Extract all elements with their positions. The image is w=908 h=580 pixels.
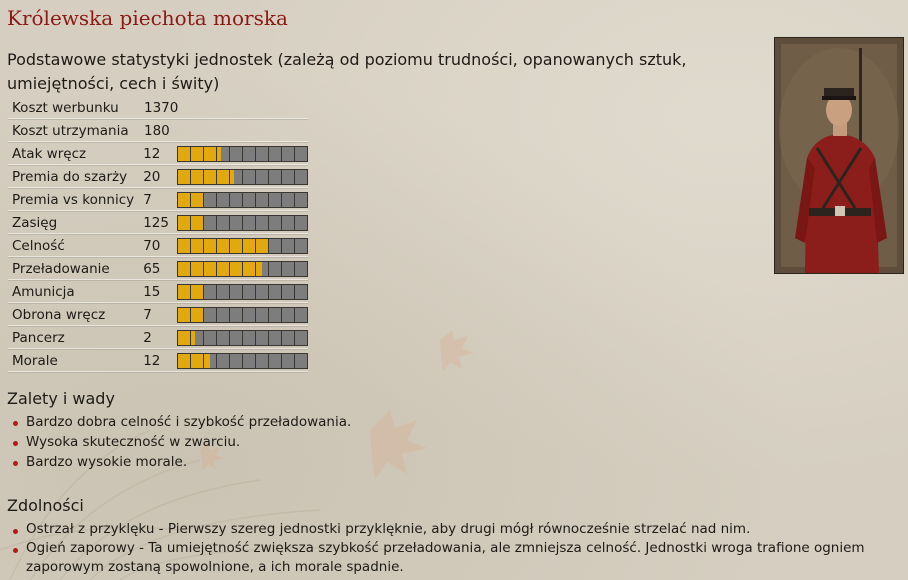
stat-bar-segment <box>178 308 190 322</box>
stat-bar-segment <box>191 331 203 345</box>
stat-bar-segment <box>191 239 203 253</box>
stat-value: 12 <box>143 145 161 162</box>
stat-bar-segment <box>204 308 216 322</box>
stat-bar-segment <box>217 262 229 276</box>
bullet-icon <box>13 529 18 534</box>
stat-bar-fill <box>191 285 203 299</box>
stat-bar-fill <box>191 354 203 368</box>
stat-bar <box>177 215 308 231</box>
stat-bar <box>177 146 308 162</box>
stat-bar-segment <box>269 308 281 322</box>
stat-label: Obrona wręcz <box>12 306 106 323</box>
stat-bar-fill <box>191 331 195 345</box>
stat-value: 1370 <box>144 99 179 116</box>
stat-bar-fill <box>217 170 229 184</box>
stat-bar-fill <box>204 262 216 276</box>
stat-bar <box>177 353 308 369</box>
stat-bar-segment <box>256 239 268 253</box>
stat-bar-segment <box>243 193 255 207</box>
bullet-icon <box>13 461 18 466</box>
stat-bar <box>177 192 308 208</box>
stat-bar <box>177 169 308 185</box>
stat-row <box>8 327 308 349</box>
stat-bar-fill <box>178 331 190 345</box>
pros-cons-list <box>12 412 351 472</box>
list-item-text: Ostrzał z przyklęku - Pierwszy szereg jednostki przyklęknie, aby drugi mógł równocześnie strzelać nad nim. <box>26 521 751 537</box>
stat-bar-segment <box>282 216 294 230</box>
stat-bar-fill <box>178 354 190 368</box>
stat-bar-fill <box>204 147 216 161</box>
list-item-text: Wysoka skuteczność w zwarciu. <box>26 434 241 450</box>
bullet-icon <box>13 548 18 553</box>
stat-bar-segment <box>282 193 294 207</box>
stat-label: Przeładowanie <box>12 260 110 277</box>
stat-bar-segment <box>191 170 203 184</box>
stat-bar-segment <box>256 354 268 368</box>
stat-label: Premia vs konnicy <box>12 191 135 208</box>
stat-bar-segment <box>295 331 307 345</box>
stat-bar-fill <box>243 239 255 253</box>
stat-bar-segment <box>217 308 229 322</box>
stat-bar-segment <box>282 147 294 161</box>
stat-bar-segment <box>256 147 268 161</box>
stat-bar-segment <box>191 308 203 322</box>
stat-bar-segment <box>269 239 281 253</box>
list-item <box>12 539 882 577</box>
stat-label: Koszt werbunku <box>12 99 119 116</box>
list-item <box>12 432 351 452</box>
stat-bar-fill <box>178 216 190 230</box>
stat-bar-segment <box>178 354 190 368</box>
stat-bar-segment <box>191 354 203 368</box>
stat-bar-fill <box>178 170 190 184</box>
stat-bar-segment <box>230 170 242 184</box>
stat-bar-segment <box>295 216 307 230</box>
stat-bar-segment <box>269 193 281 207</box>
stat-bar <box>177 238 308 254</box>
stat-label: Atak wręcz <box>12 145 87 162</box>
stat-bar-segment <box>204 285 216 299</box>
stat-value: 7 <box>143 191 152 208</box>
stat-bar-segment <box>217 147 229 161</box>
list-item-text: Bardzo wysokie morale. <box>26 454 188 470</box>
stat-bar-segment <box>256 216 268 230</box>
stat-bar-segment <box>282 239 294 253</box>
stat-bar-segment <box>204 331 216 345</box>
stat-bar-segment <box>217 354 229 368</box>
stat-bar-segment <box>243 239 255 253</box>
stat-bar-segment <box>243 285 255 299</box>
stat-bar-segment <box>191 193 203 207</box>
abilities-list <box>12 520 882 577</box>
stat-bar-segment <box>217 285 229 299</box>
list-item <box>12 520 882 539</box>
stat-bar-fill <box>217 262 229 276</box>
stat-bar-segment <box>178 262 190 276</box>
stat-bar-segment <box>191 216 203 230</box>
stat-bar-fill <box>191 147 203 161</box>
stat-bar-segment <box>243 331 255 345</box>
stat-value: 20 <box>143 168 161 185</box>
unit-title: Królewska piechota morska <box>7 6 288 30</box>
stat-bar-segment <box>204 354 216 368</box>
stat-bar-segment <box>282 331 294 345</box>
stat-bar-segment <box>269 262 281 276</box>
stat-bar-segment <box>295 354 307 368</box>
stat-bar-fill <box>178 193 190 207</box>
stat-label: Pancerz <box>12 329 65 346</box>
stat-bar-segment <box>295 193 307 207</box>
stat-bar-segment <box>230 308 242 322</box>
stat-bar-fill <box>217 147 221 161</box>
stat-value: 12 <box>143 352 161 369</box>
stat-label: Morale <box>12 352 58 369</box>
unit-portrait <box>774 37 904 274</box>
stat-value: 65 <box>143 260 161 277</box>
stat-row <box>8 258 308 280</box>
stat-bar-segment <box>217 216 229 230</box>
stat-bar-segment <box>204 216 216 230</box>
stat-bar <box>177 330 308 346</box>
stat-bar-fill <box>191 262 203 276</box>
stat-bar-segment <box>282 354 294 368</box>
stat-bar-segment <box>282 308 294 322</box>
stat-bar-fill <box>191 239 203 253</box>
stat-bar-segment <box>269 216 281 230</box>
stat-bar-fill <box>230 170 234 184</box>
stat-bar-fill <box>256 239 268 253</box>
stat-bar-fill <box>191 193 203 207</box>
stat-value: 2 <box>143 329 152 346</box>
stat-bar-segment <box>269 285 281 299</box>
stat-bar-fill <box>217 239 229 253</box>
stat-bar-fill <box>243 262 255 276</box>
stat-bar-segment <box>230 147 242 161</box>
stat-row <box>8 350 308 372</box>
stat-bar-segment <box>295 147 307 161</box>
stat-bar-segment <box>269 331 281 345</box>
stat-bar-segment <box>269 354 281 368</box>
stat-row <box>8 235 308 257</box>
stat-label: Amunicja <box>12 283 75 300</box>
stat-row <box>8 304 308 326</box>
stat-value: 70 <box>143 237 161 254</box>
stat-bar-segment <box>204 147 216 161</box>
bullet-icon <box>13 421 18 426</box>
stat-bar-segment <box>295 262 307 276</box>
stat-bar-fill <box>191 170 203 184</box>
stat-row <box>8 212 308 234</box>
stat-bar-segment <box>178 239 190 253</box>
stat-value: 125 <box>143 214 169 231</box>
stat-bar-segment <box>282 262 294 276</box>
stat-bar-segment <box>178 331 190 345</box>
stat-bar-segment <box>269 147 281 161</box>
stat-bar-segment <box>243 354 255 368</box>
stat-bar-segment <box>295 308 307 322</box>
stat-row <box>8 143 308 165</box>
stats-subtitle: Podstawowe statystyki jednostek (zależą od poziomu trudności, opanowanych sztuk, umiejętności, cech i świty) <box>7 50 687 93</box>
stat-bar-segment <box>282 170 294 184</box>
stat-bar-fill <box>256 262 262 276</box>
stat-bar-segment <box>230 193 242 207</box>
stat-bar-segment <box>243 216 255 230</box>
stat-bar-segment <box>230 285 242 299</box>
pros-cons-heading: Zalety i wady <box>7 389 115 408</box>
stat-bar-segment <box>243 170 255 184</box>
stat-label: Premia do szarży <box>12 168 128 185</box>
stat-bar-fill <box>191 216 203 230</box>
list-item <box>12 412 351 432</box>
stat-bar-fill <box>204 354 210 368</box>
stat-bar-segment <box>243 147 255 161</box>
stat-bar-segment <box>191 285 203 299</box>
stat-bar-segment <box>217 331 229 345</box>
stat-label: Celność <box>12 237 65 254</box>
stat-bar-segment <box>256 193 268 207</box>
stat-bar-segment <box>230 216 242 230</box>
stat-bar-segment <box>178 285 190 299</box>
stat-bar-segment <box>256 170 268 184</box>
stat-bar-fill <box>230 262 242 276</box>
stat-value: 7 <box>143 306 152 323</box>
stat-bar-fill <box>191 308 203 322</box>
stat-bar-fill <box>230 239 242 253</box>
list-item-text: Bardzo dobra celność i szybkość przeładowania. <box>26 414 352 430</box>
stat-bar-fill <box>204 239 216 253</box>
list-item-text: Ogień zaporowy - Ta umiejętność zwiększa szybkość przeładowania, ale zmniejsza celność. Jednostki wroga trafione ogniem zaporowym zostaną spowolnione, a ich morale spadnie. <box>26 540 865 575</box>
stat-bar-segment <box>256 331 268 345</box>
stat-bar-segment <box>178 216 190 230</box>
abilities-heading: Zdolności <box>7 496 84 515</box>
stat-bar-segment <box>178 170 190 184</box>
stat-bar-fill <box>204 170 216 184</box>
stat-bar-segment <box>295 285 307 299</box>
stat-bar-segment <box>230 331 242 345</box>
stat-bar-segment <box>243 262 255 276</box>
stat-bar-segment <box>295 170 307 184</box>
stat-bar-fill <box>178 147 190 161</box>
stat-bar-segment <box>282 285 294 299</box>
list-item <box>12 452 351 472</box>
stat-row <box>8 189 308 211</box>
stat-bar-segment <box>269 170 281 184</box>
stat-bar-segment <box>243 308 255 322</box>
stat-row <box>8 281 308 303</box>
stat-bar-segment <box>256 262 268 276</box>
stat-bar-segment <box>217 193 229 207</box>
stat-value: 15 <box>143 283 161 300</box>
stat-bar-segment <box>204 239 216 253</box>
stat-bar-segment <box>230 262 242 276</box>
stat-bar-segment <box>295 239 307 253</box>
stat-row <box>8 97 308 119</box>
stat-bar-segment <box>204 170 216 184</box>
stat-row <box>8 120 308 142</box>
soldier-portrait-icon <box>775 38 903 273</box>
stat-value: 180 <box>144 122 170 139</box>
stat-bar-segment <box>178 147 190 161</box>
stat-bar-fill <box>178 262 190 276</box>
stat-bar-segment <box>230 239 242 253</box>
stat-bar-segment <box>191 147 203 161</box>
stat-bar <box>177 307 308 323</box>
stat-bar <box>177 284 308 300</box>
stat-bar-segment <box>178 193 190 207</box>
stat-bar-segment <box>204 262 216 276</box>
stats-table <box>8 97 308 373</box>
stat-bar-fill <box>178 308 190 322</box>
stat-bar-segment <box>191 262 203 276</box>
stat-bar <box>177 261 308 277</box>
stat-bar-segment <box>256 308 268 322</box>
stat-label: Zasięg <box>12 214 58 231</box>
stat-label: Koszt utrzymania <box>12 122 129 139</box>
stat-bar-segment <box>217 170 229 184</box>
stat-bar-fill <box>178 285 190 299</box>
stat-bar-segment <box>256 285 268 299</box>
stat-bar-fill <box>178 239 190 253</box>
stat-bar-segment <box>204 193 216 207</box>
bullet-icon <box>13 441 18 446</box>
stat-bar-segment <box>230 354 242 368</box>
stat-bar-segment <box>217 239 229 253</box>
stat-row <box>8 166 308 188</box>
